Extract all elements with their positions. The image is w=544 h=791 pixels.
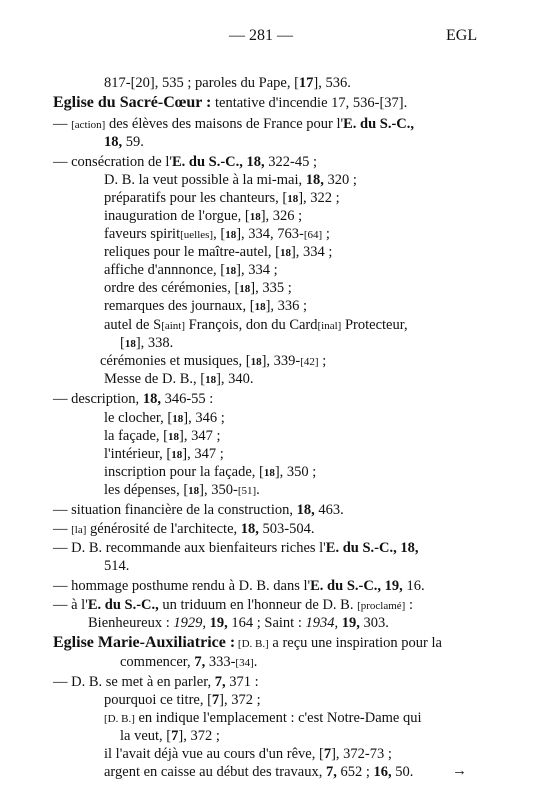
entry-heading: Eglise Marie-Auxiliatrice : (53, 634, 236, 651)
index-line-29: — à l'E. du S.-C., un triduum en l'honneur de D. B. [proclamé] : (53, 597, 413, 613)
index-line-5: — consécration de l'E. du S.-C., 18, 322-45 ; (53, 154, 318, 170)
index-line-28: — hommage posthume rendu à D. B. dans l'E. du S.-C., 19, 16. (53, 578, 425, 594)
page-number: — 281 — (229, 27, 293, 44)
index-line-37: il l'avait déjà vue au cours d'un rêve, [7], 372-73 ; (104, 746, 392, 762)
index-line-25: — [la] générosité de l'architecte, 18, 503-504. (53, 521, 315, 537)
index-line-1: 817-[20], 535 ; paroles du Pape, [17], 536. (104, 75, 351, 91)
index-line-33: — D. B. se met à en parler, 7, 371 : (53, 674, 259, 690)
index-line-12: ordre des cérémonies, [18], 335 ; (104, 280, 292, 296)
index-line-10: reliques pour le maître-autel, [18], 334 ; (104, 244, 333, 260)
running-head: EGL (446, 27, 478, 44)
index-line-7: préparatifs pour les chanteurs, [18], 322 ; (104, 190, 340, 206)
index-line-34: pourquoi ce titre, [7], 372 ; (104, 692, 261, 708)
index-line-20: la façade, [18], 347 ; (104, 428, 221, 444)
index-line-8: inauguration de l'orgue, [18], 326 ; (104, 208, 303, 224)
index-line-38: argent en caisse au début des travaux, 7, 652 ; 16, 50. (104, 764, 414, 780)
index-line-23: les dépenses, [18], 350-[51]. (104, 482, 260, 498)
entry-eglise-sacre-coeur: Eglise du Sacré-Cœur : tentative d'incendie 17, 536-[37]. (53, 94, 408, 111)
entry-eglise-marie-auxiliatrice: Eglise Marie-Auxiliatrice : [D. B.] a reçu une inspiration pour la (53, 634, 442, 651)
index-line-13: remarques des journaux, [18], 336 ; (104, 298, 308, 314)
index-line-4: 18, 59. (104, 134, 144, 150)
index-line-17: Messe de D. B., [18], 340. (104, 371, 254, 387)
index-line-26: — D. B. recommande aux bienfaiteurs riches l'E. du S.-C., 18, (53, 540, 419, 556)
index-line-22: inscription pour la façade, [18], 350 ; (104, 464, 317, 480)
entry-heading: Eglise du Sacré-Cœur : (53, 94, 212, 111)
index-line-30: Bienheureux : 1929, 19, 164 ; Saint : 1934, 19, 303. (88, 615, 389, 631)
continue-arrow-icon: → (452, 763, 467, 779)
index-line-9: faveurs spirit[uelles], [18], 334, 763-[64] ; (104, 226, 330, 242)
index-line-3: — [action] des élèves des maisons de France pour l'E. du S.-C., (53, 116, 415, 132)
index-line-32: commencer, 7, 333-[34]. (120, 654, 258, 670)
index-line-35: [D. B.] en indique l'emplacement : c'est Notre-Dame qui (104, 710, 422, 726)
index-line-16: cérémonies et musiques, [18], 339-[42] ; (100, 353, 327, 369)
index-line-18: — description, 18, 346-55 : (53, 391, 214, 407)
index-line-21: l'intérieur, [18], 347 ; (104, 446, 224, 462)
index-line-19: le clocher, [18], 346 ; (104, 410, 225, 426)
index-line-11: affiche d'annnonce, [18], 334 ; (104, 262, 278, 278)
index-line-36: la veut, [7], 372 ; (120, 728, 220, 744)
index-line-6: D. B. la veut possible à la mi-mai, 18, 320 ; (104, 172, 357, 188)
index-line-14: autel de S[aint] François, don du Card[inal] Protecteur, (104, 317, 408, 333)
index-line-27: 514. (104, 558, 130, 574)
index-line-24: — situation financière de la construction, 18, 463. (53, 502, 344, 518)
index-line-15: [18], 338. (120, 335, 174, 351)
